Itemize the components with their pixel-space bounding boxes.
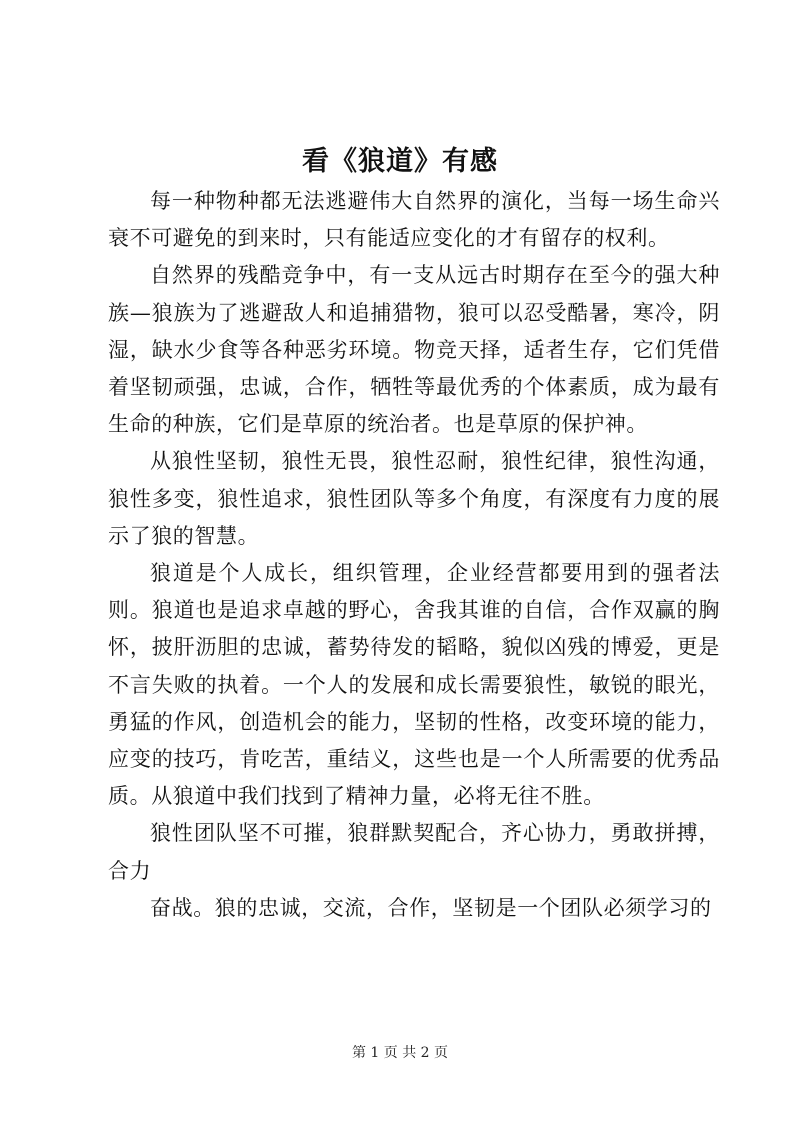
paragraph-1: 每一种物种都无法逃避伟大自然界的演化，当每一场生命兴衰不可避免的到来时，只有能适应变化的才有留存的权利。	[108, 189, 720, 251]
page-number-footer: 第 1 页 共 2 页	[351, 1045, 449, 1061]
paragraph-2: 自然界的残酷竞争中，有一支从远古时期存在至今的强大种族—狼族为了逃避敌人和追捕猎物，狼可以忍受酷暑，寒冷，阴湿，缺水少食等各种恶劣环境。物竞天择，适者生存，它们凭借着坚韧顽强，忠诚，合作，牺牲等最优秀的个体素质，成为最有生命的种族，它们是草原的统治者。也是草原的保护神。	[108, 263, 720, 437]
document-body	[108, 183, 720, 927]
paragraph-5: 狼性团队坚不可摧，狼群默契配合，齐心协力，勇敢拼搏，合力	[108, 821, 720, 883]
paragraph-3: 从狼性坚韧，狼性无畏，狼性忍耐，狼性纪律，狼性沟通，狼性多变，狼性追求，狼性团队等多个角度，有深度有力度的展示了狼的智慧。	[108, 449, 720, 548]
paragraph-6: 奋战。狼的忠诚，交流，合作，坚韧是一个团队必须学习的	[150, 895, 712, 920]
paragraph-4: 狼道是个人成长，组织管理，企业经营都要用到的强者法则。狼道也是追求卓越的野心，舍我其谁的自信，合作双赢的胸怀，披肝沥胆的忠诚，蓄势待发的韬略，貌似凶残的博爱，更是不言失败的执着。一个人的发展和成长需要狼性，敏锐的眼光，勇猛的作风，创造机会的能力，坚韧的性格，改变环境的能力，应变的技巧，肯吃苦，重结义，这些也是一个人所需要的优秀品质。从狼道中我们找到了精神力量，必将无往不胜。	[108, 561, 720, 809]
document-title: 看《狼道》有感	[302, 146, 498, 177]
